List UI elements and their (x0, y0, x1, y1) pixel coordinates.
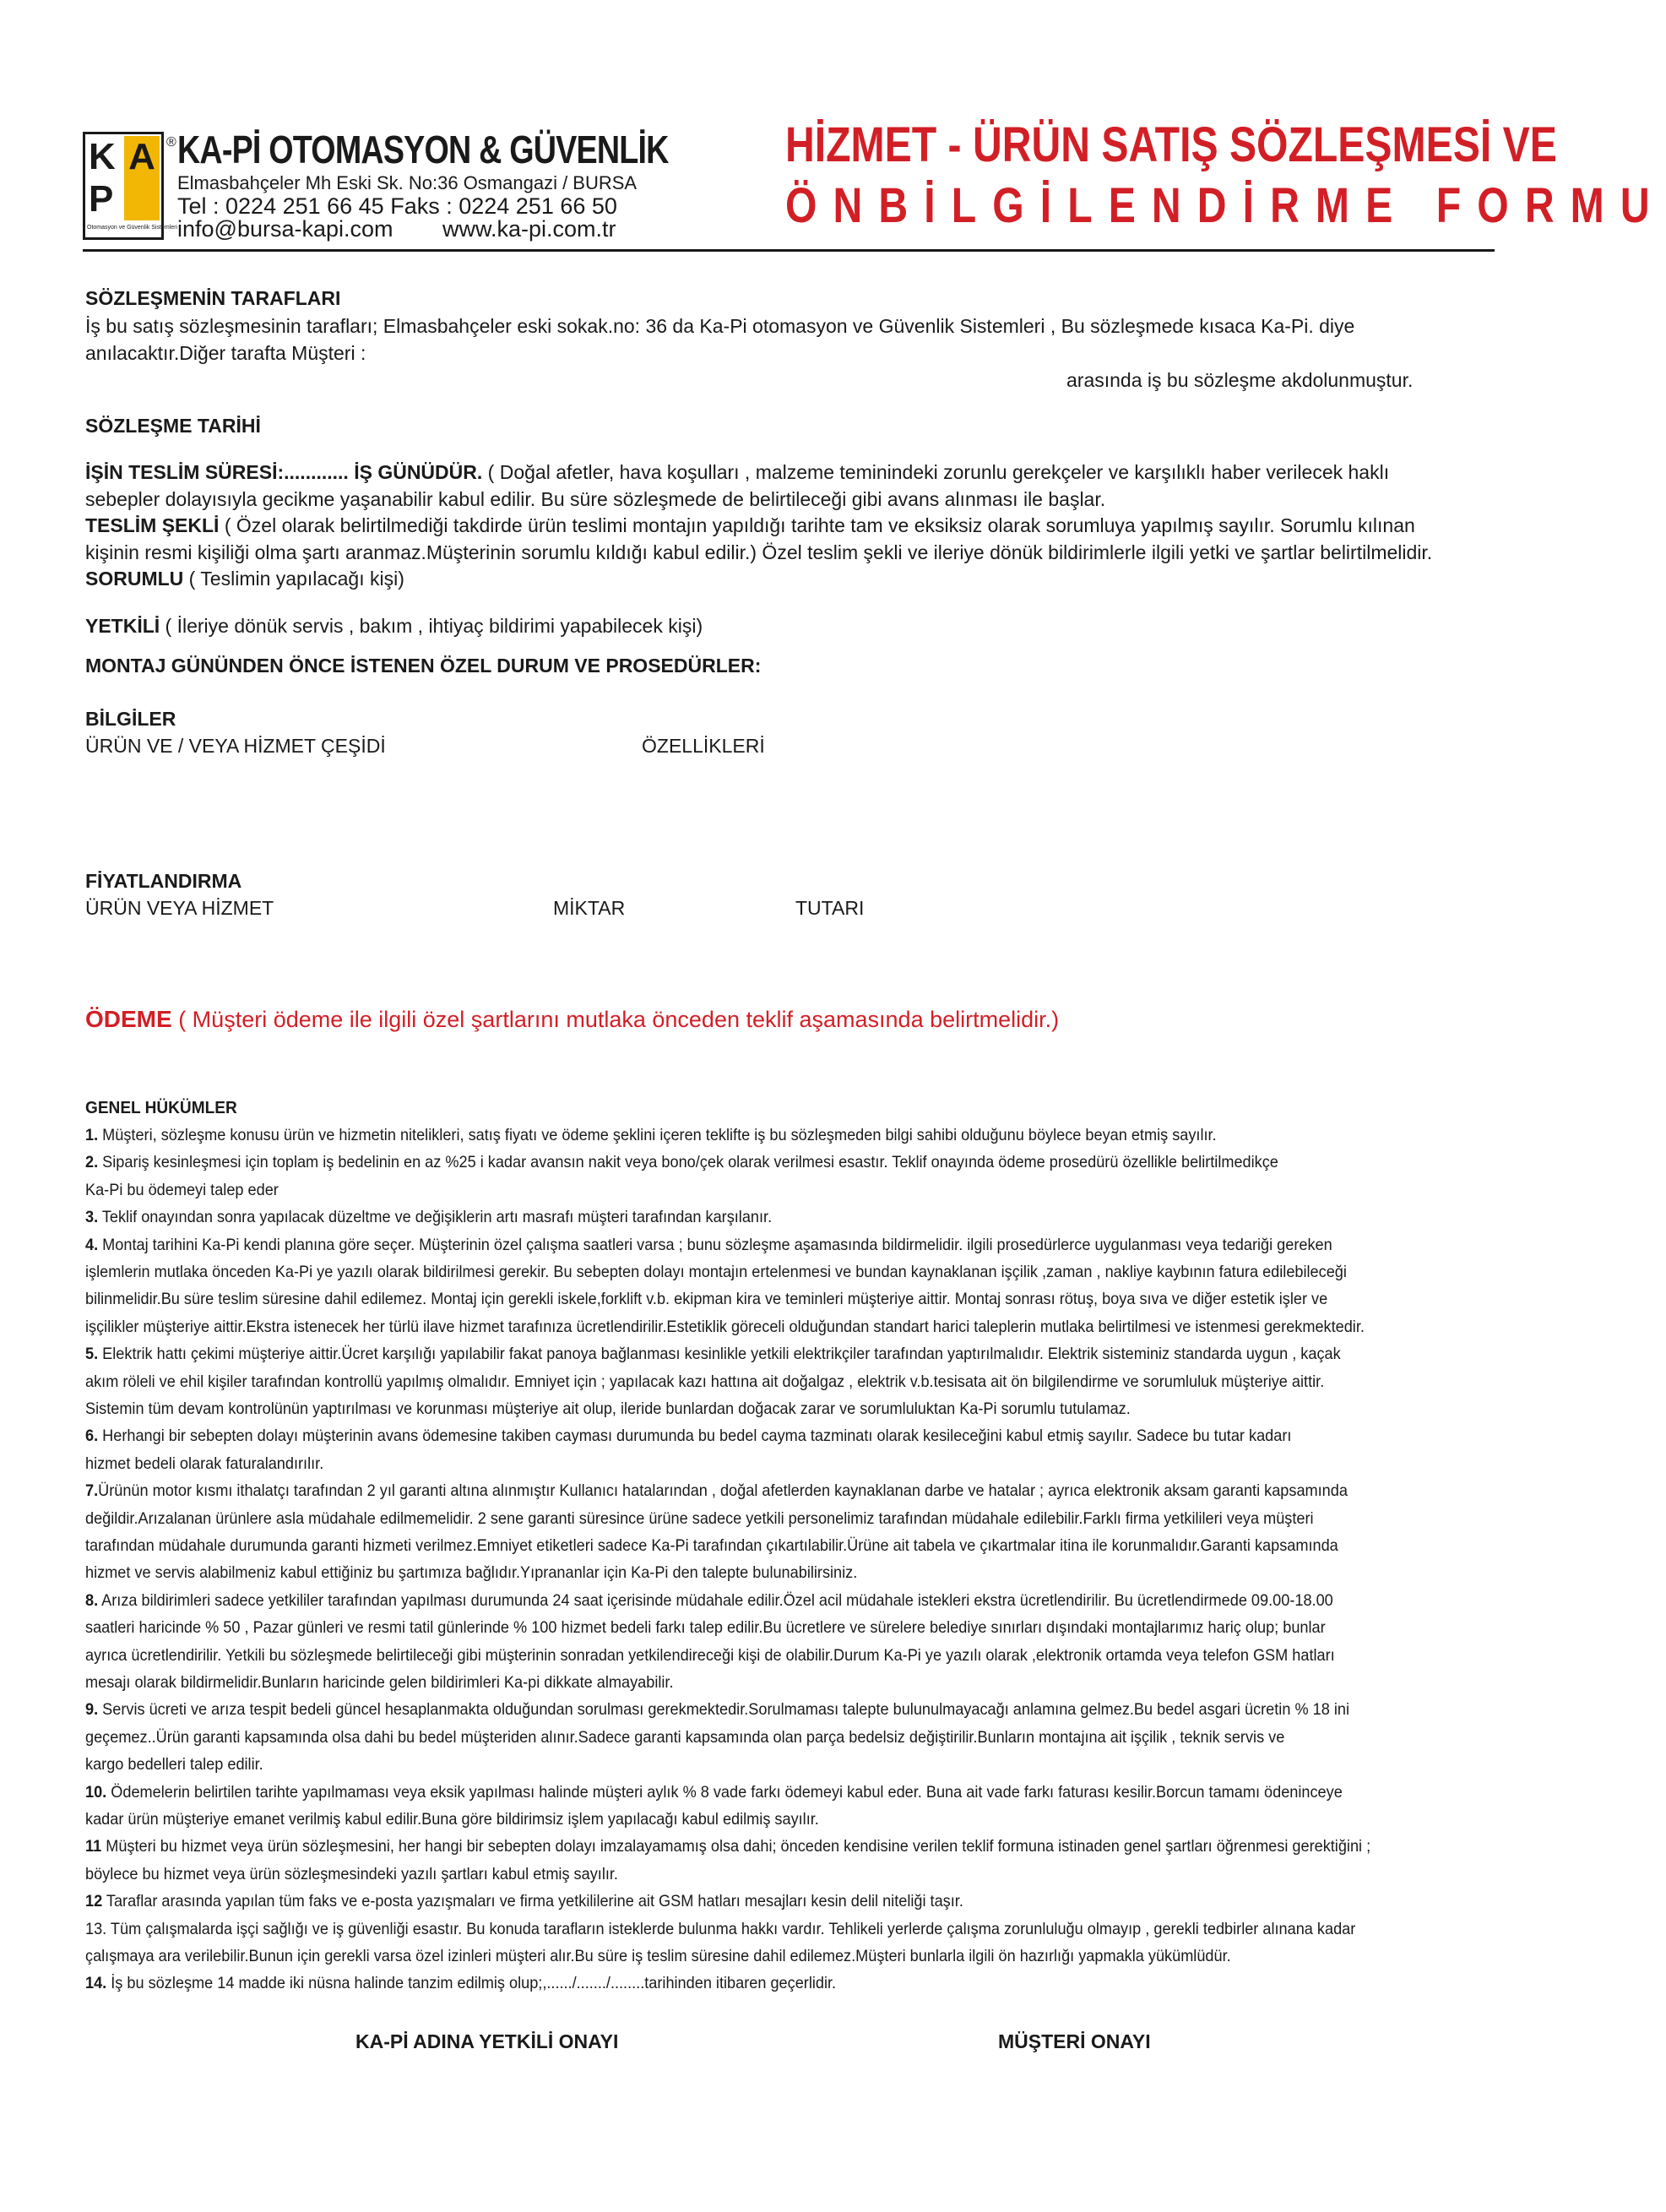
pricing-col-product: ÜRÜN VEYA HİZMET (85, 897, 274, 919)
general-term-line (85, 1920, 1355, 1939)
payment-note: ( Müşteri ödeme ile ilgili özel şartlarını mutlaka önceden teklif aşamasında belirtmelidir.) (171, 1007, 1060, 1032)
logo-subtitle: Otomasyon ve Güvenlik Sistemleri (87, 225, 177, 231)
general-term-number: 4. (85, 1235, 99, 1254)
general-term-line (85, 1372, 1324, 1392)
general-term-text: Elektrik hattı çekimi müşteriye aittir.Ücret karşılığı yapılabilir fakat panoya bağlanması kesinlikle yetkili elektrikçiler tarafından yaptırılmalıdır. Elektrik sisteminiz standarda uygun , kaçak (98, 1345, 1341, 1364)
general-term-text: kadar ürün müşteriye emanet verilmiş kabul edilir.Buna göre bildirimsiz işlem yapılacağı kabul edilmiş sayılır. (85, 1810, 819, 1829)
general-term-line (85, 1810, 819, 1829)
general-term-number: 11 (85, 1837, 102, 1856)
logo-accent (124, 178, 160, 220)
general-term-line (85, 1947, 1231, 1966)
company-website: www.ka-pi.com.tr (442, 216, 616, 242)
logo-letter-k: K (89, 136, 116, 177)
general-term-line (85, 1865, 618, 1884)
general-term-text: Montaj tarihini Ka-Pi kendi planına göre seçer. Müşterinin özel çalışma saatleri varsa ; bunu sözleşme aşamasında bildirmelidir. ilgili prosedürlerce uygulanması veya tedariği gereken (98, 1235, 1332, 1254)
general-term-line (85, 1427, 1291, 1446)
general-term-text: Sistemin tüm devam kontrolünün yaptırılması ve korunması müşteriye ait olup, ileride bunlardan doğacak zarar ve sorumluluktan Ka-Pi sorumlu tutulamaz. (85, 1399, 1131, 1418)
special-procedures-heading: MONTAJ GÜNÜNDEN ÖNCE İSTENEN ÖZEL DURUM VE PROSEDÜRLER: (85, 655, 762, 677)
general-term-number: 9. (85, 1700, 99, 1720)
authorized-line (85, 615, 703, 638)
company-phone: Tel : 0224 251 66 45 Faks : 0224 251 66 50 (177, 193, 617, 219)
general-term-text: çalışmaya ara verilebilir.Bunun için gerekli varsa özel izinleri müşteri alır.Bu süre iş teslim süresine dahil edilemez.Müşteri bunlarla ilgili ön hazırlığı yapmakla yükümlüdür. (85, 1947, 1231, 1965)
general-term-line (85, 1318, 1365, 1337)
general-term-number: 5. (85, 1345, 99, 1364)
general-term-line (85, 1454, 323, 1474)
general-term-text: mesajı olarak bildirmelidir.Bunların haricinde gelen bildirimleri Ka-pi dikkate almayabilir. (85, 1673, 674, 1692)
company-approval-label: KA-Pİ ADINA YETKİLİ ONAYI (355, 2030, 619, 2052)
general-term-line (85, 1563, 857, 1583)
parties-line-3: arasında iş bu sözleşme akdolunmuştur. (1066, 369, 1414, 391)
general-term-text: işlemlerin mutlaka önceden Ka-Pi ye yazılı olarak bildirilmesi gerekir. Bu sebepten dolayı montajın ertelenmesi ve bundan kaynaklanan işçilik ,zaman , nakliye kaybının fatura edilebileceği (85, 1263, 1347, 1281)
general-term-text: Ka-Pi bu ödemeyi talep eder (85, 1180, 279, 1199)
general-term-number: 3. (85, 1208, 99, 1227)
general-term-text: işçilikler müşteriye aittir.Ekstra istenecek her türlü ilave hizmet tarafınıza ücretlendirilir.Estetiklik göreceli olduğundan standart harici taleplerin mutlaka belirtilmesi ve istenmesi gerekmektedir. (85, 1317, 1365, 1336)
document-title-line1: HİZMET - ÜRÜN SATIŞ SÖZLEŞMESİ VE (785, 117, 1557, 172)
general-term-text: ayrıca ücretlendirilir. Yetkili bu sözleşmede belirtileceği gibi müşterinin sonradan yetkilendireceği kişi de olabilir.Durum Ka-Pi ye yazılı olarak ,elektronik ortamda veya telefon GSM hatları (85, 1645, 1335, 1665)
parties-heading: SÖZLEŞMENİN TARAFLARI (85, 287, 341, 309)
responsible-text: ( Teslimin yapılacağı kişi) (183, 568, 404, 590)
general-term-text: Arıza bildirimleri sadece yetkililer tarafından yapılması durumunda 24 saat içerisinde müdahale edilir.Özel acil müdahale istekleri ekstra ücretlendirilir. Bu ücretlendirmede 09.00-18.00 (98, 1590, 1333, 1610)
general-term-line (85, 1290, 1327, 1309)
general-term-number: 8. (85, 1590, 99, 1610)
general-term-line (85, 1509, 1314, 1529)
general-term-line (85, 1263, 1347, 1282)
general-term-number: 14. (85, 1974, 107, 1993)
general-term-line (85, 1399, 1131, 1419)
general-term-text: geçemez..Ürün garanti kapsamında olsa dahi bu bedel müşteriden alınır.Sadece garanti kapsamında olan parça bedelsiz değiştirilir.Bunların montajına ait işçilik , teknik servis ve (85, 1727, 1285, 1747)
general-term-text: hizmet bedeli olarak faturalandırılır. (85, 1454, 324, 1473)
parties-line-2: anılacaktır.Diğer tarafta Müşteri : (85, 342, 366, 364)
general-terms-heading: GENEL HÜKÜMLER (85, 1098, 237, 1117)
general-term-text: Müşteri, sözleşme konusu ürün ve hizmetin nitelikleri, satış fiyatı ve ödeme şeklini içeren teklifte iş bu sözleşmeden bilgi sahibi olduğunu böylece beyan etmiş sayılır. (98, 1126, 1217, 1144)
company-name: KA-Pİ OTOMASYON & GÜVENLİK (177, 128, 669, 171)
general-term-text: Herhangi bir sebepten dolayı müşterinin avans ödemesine takiben cayması durumunda bu bedel cayma tazminatı olarak kesileceğini kabul etmiş sayılır. Sadece bu tutar kadarı (98, 1427, 1292, 1446)
general-term-line (85, 1646, 1335, 1666)
logo-letter-a: A (124, 136, 160, 178)
general-term-number: 6. (85, 1427, 99, 1446)
delivery-time-text: ( Doğal afetler, hava koşulları , malzeme teminindeki zorunlu gerekçeler ve karşılıklı haber verilecek haklı (482, 461, 1390, 483)
authorized-text: ( İleriye dönük servis , bakım , ihtiyaç bildirimi yapabilecek kişi) (160, 615, 703, 637)
info-heading: BİLGİLER (85, 708, 176, 730)
payment-line (85, 1006, 1059, 1033)
general-term-text: bilinmelidir.Bu süre teslim süresine dahil edilemez. Montaj için gerekli iskele,forklift v.b. ekipman kira ve teminleri müşteriye aittir. Montaj sonrası rötuş, boya sıva ve diğer estetik işler ve (85, 1290, 1328, 1309)
delivery-method-text-2: kişinin resmi kişiliği olma şartı aranmaz.Müşterinin sorumlu kıldığı kabul edilir.) Özel teslim şekli ve ileriye dönük bildirimlerle ilgili yetki ve şartlar belirtilmelidir. (85, 541, 1433, 563)
general-term-text: Ödemelerin belirtilen tarihte yapılmaması veya eksik yapılması halinde müşteri aylık % 8 vade farkı ödemeyi kabul eder. Buna ait vade farkı faturası kesilir.Borcun tamamı ödeninceye (106, 1782, 1343, 1802)
general-term-line (85, 1481, 1348, 1501)
general-term-line (85, 1126, 1217, 1145)
general-term-text: böylece bu hizmet veya ürün sözleşmesindeki yazılı şartları kabul etmiş sayılır. (85, 1864, 618, 1883)
delivery-method-label: TESLİM ŞEKLİ (85, 514, 220, 536)
delivery-time-text-2: sebepler dolayısıyla gecikme yaşanabilir kabul edilir. Bu süre sözleşmede de belirtileceği gibi avans alınması ile başlar. (85, 488, 1106, 510)
general-term-line (85, 1728, 1284, 1747)
header-divider (83, 249, 1495, 252)
general-term-line (85, 1208, 772, 1227)
general-term-line (85, 1755, 263, 1774)
general-term-text: Ürünün motor kısmı ithalatçı tarafından 2 yıl garanti altına alınmıştır Kullanıcı hatalarından , doğal afetlerden kaynaklanan darbe ve hatalar ; ayrıca elektronik aksam garanti kapsamında (98, 1481, 1348, 1501)
company-address: Elmasbahçeler Mh Eski Sk. No:36 Osmangazi / BURSA (177, 172, 638, 193)
general-term-line (85, 1974, 836, 1993)
pricing-heading: FİYATLANDIRMA (85, 870, 242, 892)
general-term-text: hizmet ve servis alabilmeniz kabul ettiğiniz bu şartımıza bağlıdır.Yıprananlar için Ka-Pi den talepte bulunabilirsiniz. (85, 1563, 858, 1583)
general-term-line (85, 1236, 1332, 1255)
general-term-line (85, 1700, 1349, 1720)
general-term-line (85, 1673, 673, 1693)
general-term-number: 2. (85, 1153, 99, 1172)
general-term-text: Servis ücreti ve arıza tespit bedeli güncel hesaplanmakta olduğundan sorulması gerekmektedir.Sorulmaması talepte bulunulmayacağı anlamına gelmez.Bu bedel asgari ücretin % 18 ini (98, 1700, 1349, 1720)
general-term-number: 12 (85, 1892, 103, 1911)
info-col-product: ÜRÜN VE / VEYA HİZMET ÇEŞİDİ (85, 735, 386, 757)
authorized-label: YETKİLİ (85, 615, 160, 637)
general-term-number: 1. (85, 1126, 99, 1144)
info-col-features: ÖZELLİKLERİ (642, 735, 765, 757)
pricing-col-amount: TUTARI (795, 897, 865, 919)
responsible-line (85, 568, 404, 590)
company-logo (83, 132, 177, 240)
parties-line-1: İş bu satış sözleşmesinin tarafları; Elmasbahçeler eski sokak.no: 36 da Ka-Pi otomasyon ve Güvenlik Sistemleri , Bu sözleşmede kısaca Ka-Pi. diye (85, 315, 1355, 337)
general-term-text: tarafından müdahale durumunda garanti hizmeti verilmez.Emniyet etiketleri sadece Ka-Pi tarafından çıkartılabilir.Ürüne ait tabela ve çıkartmalar itina ile korunmalıdır.Garanti kapsamında (85, 1536, 1338, 1555)
general-term-line (85, 1892, 963, 1911)
general-term-line (85, 1618, 1326, 1638)
general-term-line (85, 1837, 1370, 1856)
general-term-text: akım röleli ve ehil kişiler tarafından kontrollü yapılmış olmalıdır. Emniyet için ; yapılacak kazı hattına ait doğalgaz , elektrik v.b.tesisata ait ön bilgilendirme ve sorumluluk müşteriye aittir. (85, 1372, 1325, 1391)
company-email: info@bursa-kapi.com (177, 216, 393, 242)
general-term-text: 13. Tüm çalışmalarda işçi sağlığı ve iş güvenliği esastır. Bu konuda tarafların isteklerde bulunma hakkı vardır. Tehlikeli yerlerde çalışma zorunluluğu olmayıp , gerekli tedbirler alınana kadar (85, 1919, 1356, 1938)
responsible-label: SORUMLU (85, 568, 184, 590)
delivery-time-label: İŞİN TESLİM SÜRESİ:............ İŞ GÜNÜDÜR. (85, 461, 483, 483)
pricing-col-quantity: MİKTAR (553, 897, 626, 919)
delivery-time-paragraph (85, 461, 1389, 484)
general-term-text: İş bu sözleşme 14 madde iki nüsna halinde tanzim edilmiş olup;,....../......./........tarihinden itibaren geçerlidir. (106, 1974, 837, 1993)
delivery-method-paragraph (85, 514, 1415, 537)
general-term-number: 7. (85, 1481, 99, 1501)
general-term-line (85, 1783, 1343, 1802)
general-term-text: saatleri haricinde % 50 , Pazar günleri ve resmi tatil günlerinde % 100 hizmet bedeli farkı talep edilir.Bu ücretlere ve sürelere belediye sınırları dışındaki montajlarımız hariç olup; bunlar (85, 1618, 1326, 1638)
general-term-line (85, 1591, 1333, 1611)
general-term-number: 10. (85, 1782, 107, 1802)
general-term-text: Sipariş kesinleşmesi için toplam iş bedelinin en az %25 i kadar avansın nakit veya bono/çek olarak verilmesi esastır. Teklif onayında ödeme prosedürü özellikle belirtilmedikçe (98, 1153, 1278, 1172)
general-term-text: Müşteri bu hizmet veya ürün sözleşmesini, her hangi bir sebepten dolayı imzalayamamış olsa dahi; önceden kendisine verilen teklif formuna istinaden genel şartları öğrenmesi gerektiğini ; (101, 1837, 1371, 1856)
general-term-text: Teklif onayından sonra yapılacak düzeltme ve değişiklerin artı masrafı müşteri tarafından karşılanır. (98, 1208, 773, 1227)
general-term-line (85, 1181, 279, 1200)
general-term-line (85, 1345, 1341, 1364)
general-term-text: değildir.Arızalanan ürünlere asla müdahale edilmemelidir. 2 sene garanti süresince ürüne sadece yetkili personelimiz tarafından müdahale edilebilir.Farklı firma yetkilileri veya müşteri (85, 1508, 1314, 1528)
delivery-method-text: ( Özel olarak belirtilmediği takdirde ürün teslimi montajın yapıldığı tarihte tam ve eksiksiz olarak sorumluya yapılmış sayılır. Sorumlu kılınan (219, 514, 1415, 536)
registered-mark: ® (166, 135, 176, 149)
general-term-text: Taraflar arasında yapılan tüm faks ve e-posta yazışmaları ve firma yetkililerine ait GSM hatları mesajları kesin delil niteliği taşır. (102, 1892, 963, 1911)
payment-label: ÖDEME (85, 1006, 172, 1032)
customer-approval-label: MÜŞTERİ ONAYI (998, 2030, 1151, 2052)
general-term-line (85, 1153, 1278, 1172)
document-title-line2: ÖNBİLGİLENDİRME FORMU (785, 178, 1666, 233)
general-term-line (85, 1536, 1338, 1556)
general-term-text: kargo bedelleri talep edilir. (85, 1755, 263, 1774)
logo-letter-p: P (89, 178, 114, 220)
contract-date-heading: SÖZLEŞME TARİHİ (85, 415, 261, 437)
